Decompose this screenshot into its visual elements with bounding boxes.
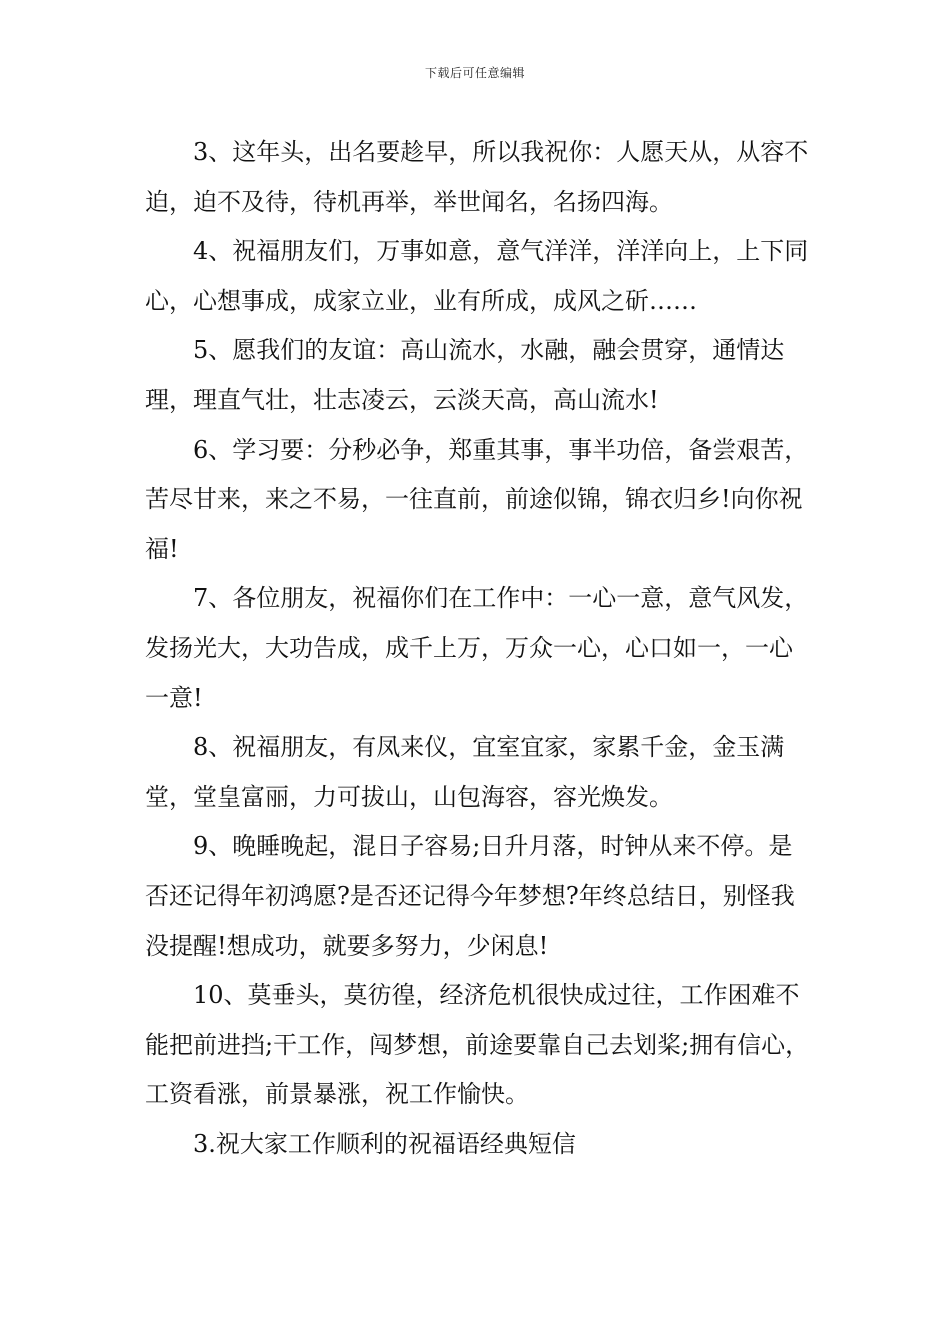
paragraph-3: 3、这年头，出名要趁早，所以我祝你：人愿天从，从容不迫，迫不及待，待机再举，举世闻名，名扬四海。 xyxy=(145,138,809,216)
paragraph-4: 4、祝福朋友们，万事如意，意气洋洋，洋洋向上，上下同心，心想事成，成家立业，业有所成，成风之斫…… xyxy=(145,237,809,315)
paragraph-7: 7、各位朋友，祝福你们在工作中：一心一意，意气风发，发扬光大，大功告成，成千上万，万众一心，心口如一，一心一意! xyxy=(145,584,809,712)
paragraph-9: 9、晚睡晚起，混日子容易;日升月落，时钟从来不停。是否还记得年初鸿愿?是否还记得今年梦想?年终总结日，别怪我没提醒!想成功，就要多努力，少闲息! xyxy=(145,832,795,960)
page-header-note: 下载后可任意编辑 xyxy=(424,66,525,80)
paragraph-10: 10、莫垂头，莫彷徨，经济危机很快成过往，工作困难不能把前进挡;干工作，闯梦想，前途要靠自己去划桨;拥有信心，工资看涨，前景暴涨，祝工作愉快。 xyxy=(145,981,810,1109)
section-heading: 3.祝大家工作顺利的祝福语经典短信 xyxy=(193,1129,576,1158)
paragraph-5: 5、愿我们的友谊：高山流水，水融，融会贯穿，通情达理，理直气壮，壮志凌云，云淡天高，高山流水! xyxy=(145,336,785,414)
paragraph-6: 6、学习要：分秒必争，郑重其事，事半功倍，备尝艰苦，苦尽甘来，来之不易，一往直前，前途似锦，锦衣归乡!向你祝福! xyxy=(145,435,809,563)
paragraph-8: 8、祝福朋友，有凤来仪，宜室宜家，家累千金，金玉满堂，堂皇富丽，力可拔山，山包海容，容光焕发。 xyxy=(145,733,785,811)
document-body xyxy=(145,128,815,1169)
